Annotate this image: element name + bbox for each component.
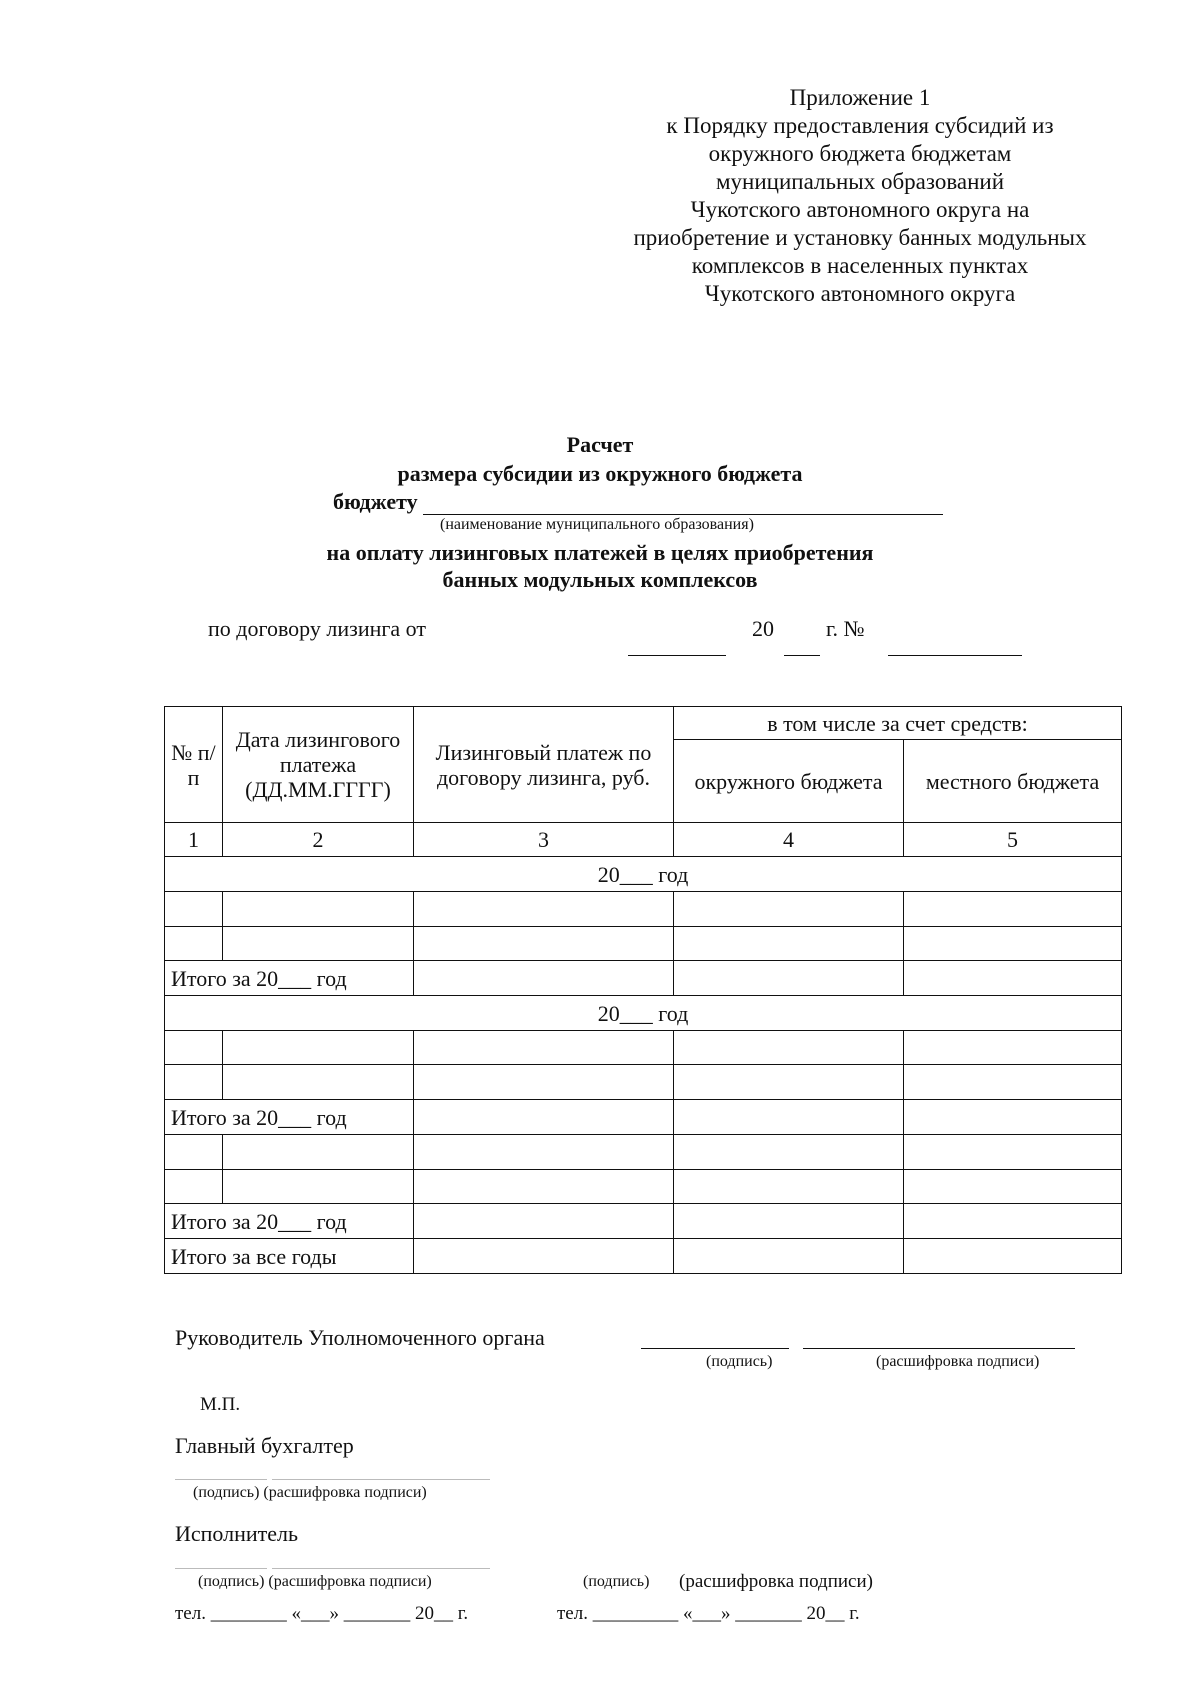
cell[interactable] (904, 927, 1122, 961)
contract-number-field[interactable] (888, 655, 1022, 656)
cell[interactable] (904, 1031, 1122, 1065)
appendix-line: комплексов в населенных пунктах (691, 253, 1029, 278)
doc-title: Расчет (566, 432, 634, 457)
chief-signature-field[interactable] (175, 1479, 267, 1480)
cell[interactable] (674, 1204, 904, 1239)
appendix-line: Приложение 1 (789, 85, 931, 110)
header-district-budget: окружного бюджета (674, 740, 904, 823)
cell[interactable] (414, 927, 674, 961)
cell[interactable] (414, 892, 674, 927)
calculation-table (164, 706, 1122, 1274)
cell[interactable] (414, 961, 674, 996)
appendix-line: муниципальных образований (715, 169, 1005, 194)
chief-accountant-label: Главный бухгалтер (175, 1433, 354, 1458)
cell[interactable] (223, 1170, 414, 1204)
cell[interactable] (223, 927, 414, 961)
contract-year-prefix: 20 (752, 616, 774, 641)
budget-label: бюджету (333, 489, 418, 514)
cell[interactable] (165, 1135, 223, 1170)
col-number: 4 (674, 823, 904, 857)
cell[interactable] (904, 1204, 1122, 1239)
col-number: 5 (904, 823, 1122, 857)
cell[interactable] (414, 1204, 674, 1239)
header-local-budget: местного бюджета (904, 740, 1122, 823)
cell[interactable] (904, 1239, 1122, 1274)
cell[interactable] (904, 1170, 1122, 1204)
table-row (165, 1135, 1122, 1170)
cell[interactable] (414, 1135, 674, 1170)
cell[interactable] (674, 1239, 904, 1274)
budget-name-field[interactable] (423, 492, 943, 515)
year-row: 20___ год (165, 857, 1122, 892)
cell[interactable] (165, 1031, 223, 1065)
chief-decode-field[interactable] (272, 1479, 490, 1480)
appendix-line: окружного бюджета бюджетам (708, 141, 1012, 166)
cell[interactable] (674, 1100, 904, 1135)
head-sign-caption: (подпись) (706, 1353, 773, 1370)
appendix-header (620, 84, 1100, 308)
cell[interactable] (165, 1170, 223, 1204)
contract-number-label: г. № (826, 616, 865, 641)
table-row (165, 1031, 1122, 1065)
head-decode-field[interactable] (803, 1348, 1075, 1349)
cell[interactable] (904, 961, 1122, 996)
budget-line (333, 489, 943, 515)
budget-caption: (наименование муниципального образования) (440, 516, 754, 533)
cell[interactable] (223, 1135, 414, 1170)
header-date: Дата лизингового платежа (ДД.ММ.ГГГГ) (223, 707, 414, 823)
cell[interactable] (674, 927, 904, 961)
appendix-line: Чукотского автономного округа на (690, 197, 1030, 222)
cell[interactable] (674, 1031, 904, 1065)
cell[interactable] (904, 1065, 1122, 1100)
appendix-line: приобретение и установку банных модульных (633, 225, 1087, 250)
col-number: 1 (165, 823, 223, 857)
table-row (165, 1065, 1122, 1100)
cell[interactable] (674, 961, 904, 996)
executor-signature-field[interactable] (175, 1568, 267, 1569)
cell[interactable] (223, 1065, 414, 1100)
right-decode-caption: (расшифровка подписи) (679, 1571, 873, 1592)
header-including: в том числе за счет средств: (674, 707, 1122, 740)
head-signature-field[interactable] (641, 1348, 789, 1349)
table-row (165, 1170, 1122, 1204)
seal-label: М.П. (200, 1394, 241, 1415)
cell[interactable] (414, 1100, 674, 1135)
cell[interactable] (414, 1239, 674, 1274)
executor-label: Исполнитель (175, 1521, 299, 1546)
head-label: Руководитель Уполномоченного органа (175, 1325, 545, 1350)
cell[interactable] (165, 1065, 223, 1100)
cell[interactable] (414, 1170, 674, 1204)
subtotal-label: Итого за 20___ год (165, 1204, 414, 1239)
phone-date-right[interactable]: тел. _________ «___» _______ 20__ г. (557, 1603, 860, 1624)
doc-purpose: на оплату лизинговых платежей в целях приобретения (326, 540, 874, 565)
doc-subtitle: размера субсидии из окружного бюджета (397, 461, 803, 486)
cell[interactable] (904, 892, 1122, 927)
subtotal-label: Итого за 20___ год (165, 961, 414, 996)
header-num: № п/п (165, 707, 223, 823)
appendix-line: Чукотского автономного округа (704, 281, 1016, 306)
contract-date-field[interactable] (628, 655, 726, 656)
cell[interactable] (904, 1135, 1122, 1170)
header-payment: Лизинговый платеж по договору лизинга, руб. (414, 707, 674, 823)
phone-date-left[interactable]: тел. ________ «___» _______ 20__ г. (175, 1603, 469, 1624)
cell[interactable] (414, 1031, 674, 1065)
cell[interactable] (165, 927, 223, 961)
cell[interactable] (223, 892, 414, 927)
year-row: 20___ год (165, 996, 1122, 1031)
right-sign-caption: (подпись) (583, 1573, 650, 1590)
appendix-line: к Порядку предоставления субсидий из (666, 113, 1054, 138)
col-number: 2 (223, 823, 414, 857)
executor-decode-field[interactable] (272, 1568, 490, 1569)
cell[interactable] (674, 1135, 904, 1170)
cell[interactable] (165, 892, 223, 927)
subtotal-label: Итого за 20___ год (165, 1100, 414, 1135)
cell[interactable] (223, 1031, 414, 1065)
executor-captions: (подпись) (расшифровка подписи) (198, 1573, 432, 1590)
table-row (165, 927, 1122, 961)
cell[interactable] (674, 1065, 904, 1100)
cell[interactable] (674, 892, 904, 927)
col-number: 3 (414, 823, 674, 857)
doc-purpose-cont: банных модульных комплексов (442, 567, 758, 592)
chief-captions: (подпись) (расшифровка подписи) (193, 1484, 427, 1501)
table-row (165, 892, 1122, 927)
cell[interactable] (904, 1100, 1122, 1135)
total-label: Итого за все годы (165, 1239, 414, 1274)
contract-label: по договору лизинга от (208, 616, 426, 641)
cell[interactable] (414, 1065, 674, 1100)
contract-year-field[interactable] (784, 655, 820, 656)
cell[interactable] (674, 1170, 904, 1204)
head-decode-caption: (расшифровка подписи) (876, 1353, 1040, 1370)
